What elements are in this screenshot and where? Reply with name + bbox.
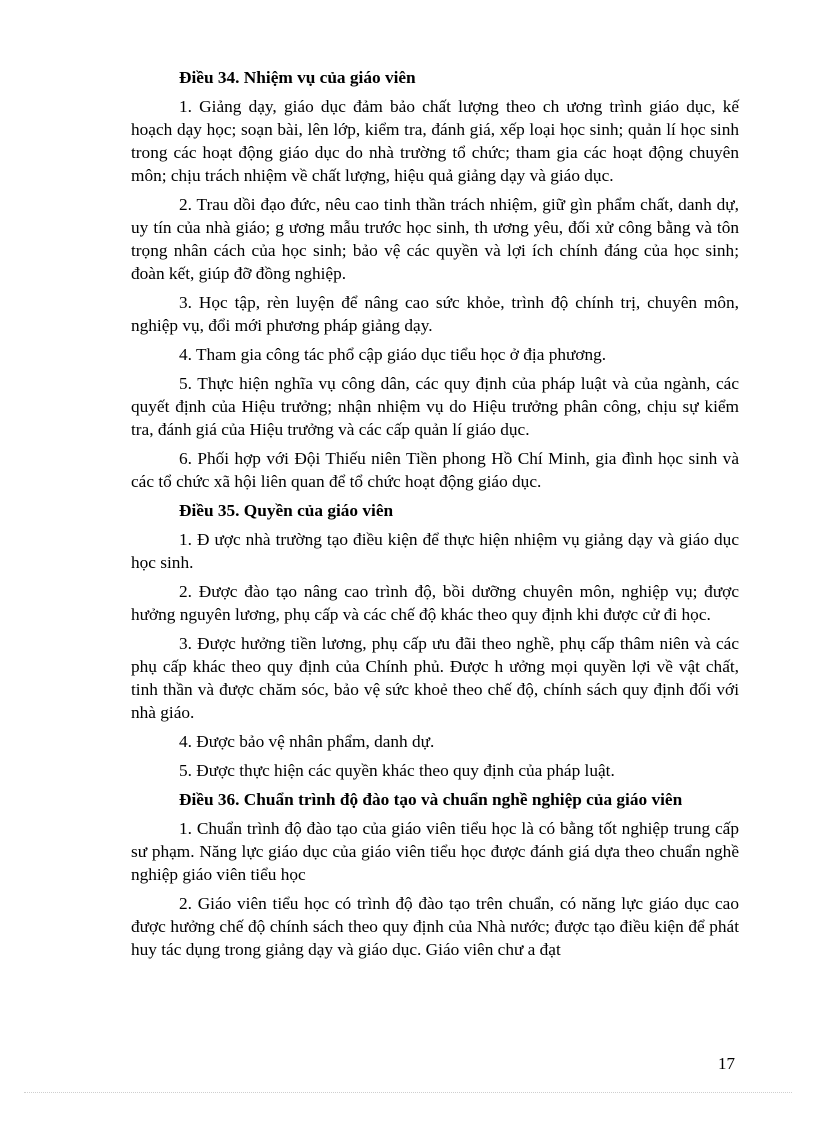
paragraph: 3. Học tập, rèn luyện để nâng cao sức khỏe, trình độ chính trị, chuyên môn, nghiệp vụ, đổi mới phương pháp giảng dạy.	[131, 293, 739, 335]
paragraph: 4. Tham gia công tác phổ cập giáo dục tiểu học ở địa phương.	[179, 345, 607, 364]
paragraph: 3. Được hưởng tiền lương, phụ cấp ưu đãi theo nghề, phụ cấp thâm niên và các phụ cấp khác theo quy định của Chính phủ. Được h ưởng mọi quyền lợi về vật chất, tinh thần và được chăm sóc, bảo vệ sức khoẻ theo chế độ, chính sách quy định đối với nhà giáo.	[131, 634, 739, 722]
paragraph: 1. Đ ược nhà trường tạo điều kiện để thực hiện nhiệm vụ giảng dạy và giáo dục học sinh.	[131, 530, 739, 572]
paragraph: 5. Thực hiện nghĩa vụ công dân, các quy định của pháp luật và của ngành, các quyết định của Hiệu trưởng; nhận nhiệm vụ do Hiệu trưởng phân công, chịu sự kiểm tra, đánh giá của Hiệu trưởng và các cấp quản lí giáo dục.	[131, 374, 739, 439]
paragraph: 2. Giáo viên tiểu học có trình độ đào tạo trên chuẩn, có năng lực giáo dục cao được hưởng chế độ chính sách theo quy định của Nhà nước; được tạo điều kiện để phát huy tác dụng trong giảng dạy và giáo dục. Giáo viên chư a đạt	[131, 894, 739, 959]
paragraph: 1. Chuẩn trình độ đào tạo của giáo viên tiểu học là có bằng tốt nghiệp trung cấp sư phạm. Năng lực giáo dục của giáo viên tiểu học được đánh giá dựa theo chuẩn nghề nghiệp giáo viên tiểu học	[131, 819, 739, 884]
section-heading: Điều 35. Quyền của giáo viên	[179, 501, 394, 520]
section-dieu-36	[131, 788, 739, 961]
paragraph: 5. Được thực hiện các quyền khác theo quy định của pháp luật.	[179, 761, 615, 780]
paragraph: 1. Giảng dạy, giáo dục đảm bảo chất lượng theo ch ương trình giáo dục, kế hoạch dạy học; soạn bài, lên lớp, kiểm tra, đánh giá, xếp loại học sinh; quản lí học sinh trong các hoạt động giáo dục do nhà trường tổ chức; tham gia các hoạt động chuyên môn; chịu trách nhiệm về chất lượng, hiệu quả giảng dạy và giáo dục.	[131, 97, 739, 185]
section-dieu-35	[131, 499, 739, 782]
paragraph: 6. Phối hợp với Đội Thiếu niên Tiền phong Hồ Chí Minh, gia đình học sinh và các tổ chức xã hội liên quan để tổ chức hoạt động giáo dục.	[131, 449, 739, 491]
page-bottom-divider	[24, 1092, 792, 1093]
section-dieu-34	[131, 66, 739, 493]
paragraph: 2. Được đào tạo nâng cao trình độ, bồi dưỡng chuyên môn, nghiệp vụ; được hưởng nguyên lương, phụ cấp và các chế độ khác theo quy định khi được cử đi học.	[131, 582, 739, 624]
document-body	[131, 66, 739, 967]
paragraph: 2. Trau dồi đạo đức, nêu cao tinh thần trách nhiệm, giữ gìn phẩm chất, danh dự, uy tín của nhà giáo; g ương mẫu trước học sinh, th ương yêu, đối xử công bằng và tôn trọng nhân cách của học sinh; bảo vệ các quyền và lợi ích chính đáng của học sinh; đoàn kết, giúp đỡ đồng nghiệp.	[131, 195, 739, 283]
paragraph: 4. Được bảo vệ nhân phẩm, danh dự.	[179, 732, 435, 751]
section-heading: Điều 34. Nhiệm vụ của giáo viên	[179, 68, 416, 87]
page-number: 17	[718, 1054, 735, 1073]
section-heading: Điều 36. Chuẩn trình độ đào tạo và chuẩn nghề nghiệp của giáo viên	[179, 790, 683, 809]
